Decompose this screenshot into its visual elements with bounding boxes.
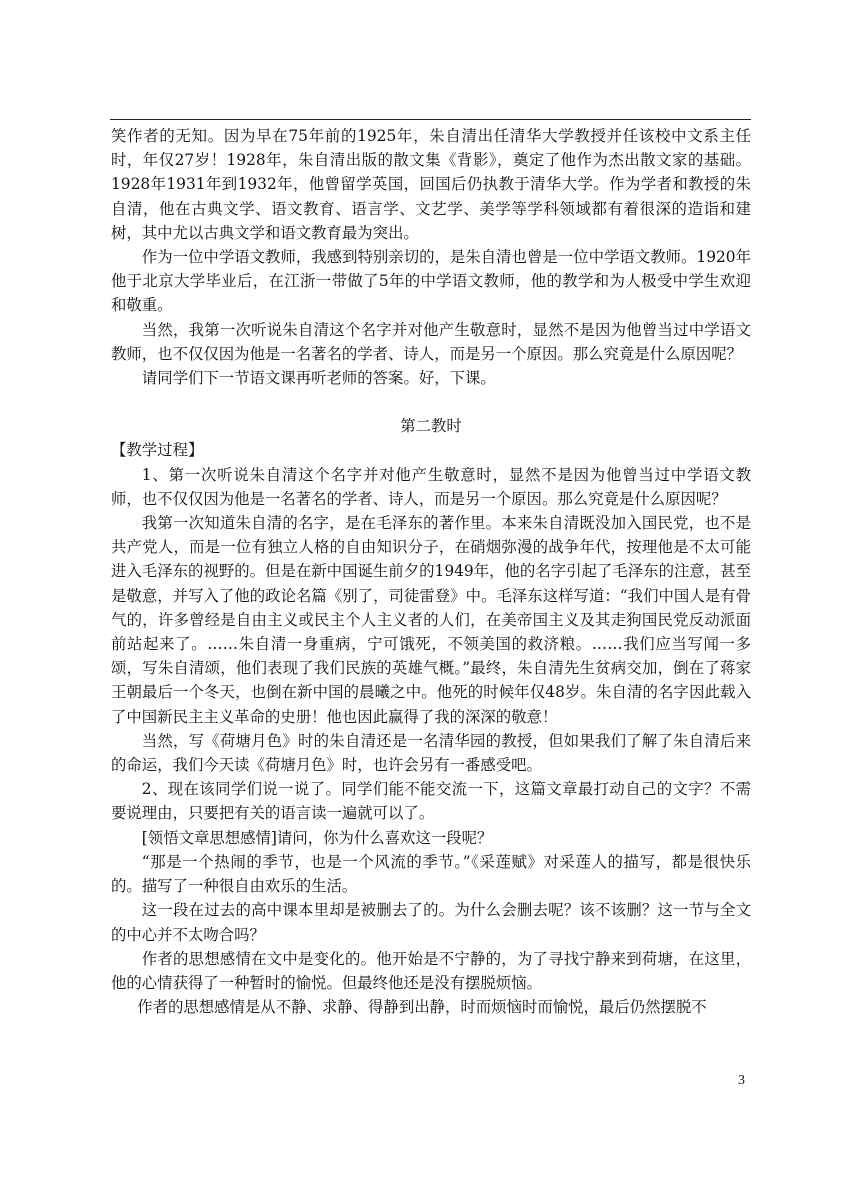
process-heading: 【教学过程】 <box>111 441 204 460</box>
paragraph: 这一段在过去的高中课本里却是被删去了的。为什么会删去呢？该不该删？这一节与全文的中心并不太吻合吗？ <box>111 901 751 944</box>
paragraph: 当然，写《荷塘月色》时的朱自清还是一名清华园的教授，但如果我们了解了朱自清后来的命运，我们今天读《荷塘月色》时，也许会另有一番感受吧。 <box>111 731 751 775</box>
page-number: 3 <box>738 1073 745 1088</box>
paragraph: 1、第一次听说朱自清这个名字并对他产生敬意时，显然不是因为他曾当过中学语文教师，也不仅仅因为他是一名著名的学者、诗人，而是另一个原因。那么究竟是什么原因呢？ <box>111 465 751 508</box>
paragraph: 作为一位中学语文教师，我感到特别亲切的，是朱自清也曾是一位中学语文教师。1920年他于北京大学毕业后，在江浙一带做了5年的中学语文教师，他的教学和为人极受中学生欢迎和敬重。 <box>111 248 751 315</box>
paragraph: 2、现在该同学们说一说了。同学们能不能交流一下，这篇文章最打动自己的文字？不需要说理由，只要把有关的语言读一遍就可以了。 <box>111 780 751 823</box>
quote-paragraph: “那是一个热闹的季节，也是一个风流的季节。”《采莲赋》对采莲人的描写，都是很快乐的。描写了一种很自由欢乐的生活。 <box>111 852 751 896</box>
paragraph: 我第一次知道朱自清的名字，是在毛泽东的著作里。本来朱自清既没加入国民党，也不是共产党人，而是一位有独立人格的自由知识分子，在硝烟弥漫的战争年代，按理他是不太可能进入毛泽东的视野的。但是在新中国诞生前夕的1949年，他的名字引起了毛泽东的注意，甚至是敬意，并写入了他的政论名篇《别了，司徒雷登》中。毛泽东这样写道：“我们中国人是有骨气的，许多曾经是自由主义或民主个人主义者的人们，在美帝国主义及其走狗国民党反动派面前站起来了。……朱自清一身重病，宁可饿死，不领美国的救济粮。……我们应当写闻一多颂，写朱自清颂，他们表现了我们民族的英雄气概。”最终，朱自清先生贫病交加，倒在了蒋家王朝最后一个冬天，也倒在新中国的晨曦之中。他死的时候年仅48岁。朱自清的名字因此载入了中国新民主主义革命的史册！他也因此赢得了我的深深的敬意！ <box>111 514 751 726</box>
section-title: 第二教时 <box>400 417 462 436</box>
paragraph: 笑作者的无知。因为早在75年前的1925年，朱自清出任清华大学教授并任该校中文系主任时，年仅27岁！1928年，朱自清出版的散文集《背影》，奠定了他作为杰出散文家的基础。1928年1931年到1932年，他曾留学英国，回国后仍执教于清华大学。作为学者和教授的朱自清，他在古典文学、语文教育、语言学、文艺学、美学等学科领域都有着很深的造诣和建树，其中尤以古典文学和语文教育最为突出。 <box>111 127 751 242</box>
spacer <box>111 390 751 414</box>
paragraph: 作者的思想感情在文中是变化的。他开始是不宁静的，为了寻找宁静来到荷塘，在这里，他的心情获得了一种暂时的愉悦。但最终他还是没有摆脱烦恼。 <box>111 949 751 992</box>
page-body <box>111 124 751 1019</box>
header-rule <box>110 119 751 120</box>
paragraph: 请同学们下一节语文课再听老师的答案。好，下课。 <box>141 369 496 388</box>
paragraph: [领悟文章思想感情]请问，你为什么喜欢这一段呢？ <box>141 828 493 847</box>
paragraph: 当然，我第一次听说朱自清这个名字并对他产生敬意时，显然不是因为他曾当过中学语文教师，也不仅仅因为他是一名著名的学者、诗人，而是另一个原因。那么究竟是什么原因呢？ <box>111 320 751 363</box>
paragraph: 作者的思想感情是从不静、求静、得静到出静，时而烦恼时而愉悦，最后仍然摆脱不 <box>137 998 707 1017</box>
